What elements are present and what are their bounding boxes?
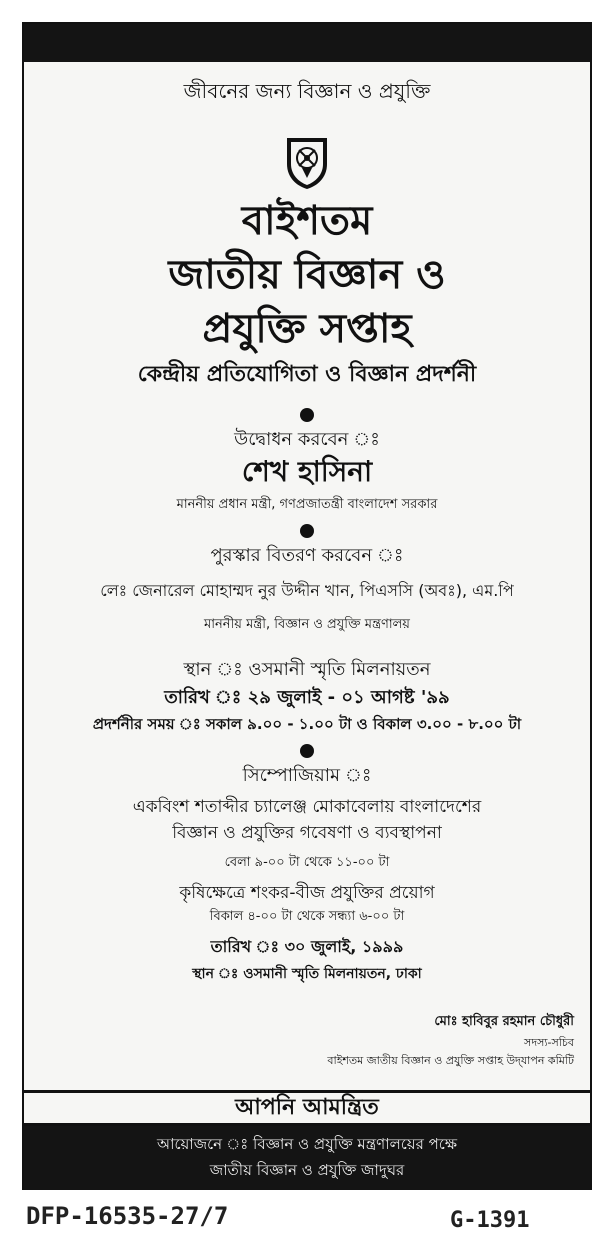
prize-giver-designation: মাননীয় মন্ত্রী, বিজ্ঞান ও প্রযুক্তি মন্ত্রণালয়	[204, 617, 410, 632]
bullet	[300, 744, 314, 758]
symposium-topic-1-line-1: একবিংশ শতাব্দীর চ্যালেঞ্জ মোকাবেলায় বাংলাদেশের	[132, 797, 482, 817]
bullet	[300, 408, 314, 422]
committee-name: বাইশতম জাতীয় বিজ্ঞান ও প্রযুক্তি সপ্তাহ উদ্‌যাপন কমিটি	[327, 1054, 574, 1067]
inaugurator-designation: মাননীয় প্রধান মন্ত্রী, গণপ্রজাতন্ত্রী বাংলাদেশ সরকার	[176, 497, 438, 512]
symposium-topic-2: কৃষিক্ষেত্রে শংকর-বীজ প্রযুক্তির প্রয়োগ	[179, 883, 435, 903]
symposium-topic-2-time: বিকাল ৪-০০ টা থেকে সন্ধ্যা ৬-০০ টা	[209, 909, 405, 924]
prize-giver-name: লেঃ জেনারেল মোহাম্মদ নুর উদ্দীন খান, পিএসসি (অবঃ), এম.পি	[100, 581, 514, 600]
handwritten-reference-right: G-1391	[450, 1208, 530, 1233]
bullet	[300, 524, 314, 538]
event-date: তারিখ ঃ ২৯ জুলাই - ০১ আগষ্ট '৯৯	[164, 687, 450, 708]
signatory-name: মোঃ হাবিবুর রহমান চৌধুরী	[434, 1014, 574, 1029]
organizer-footer	[24, 1126, 590, 1190]
title-line-3: প্রযুক্তি সপ্তাহ	[202, 306, 412, 352]
invitation-text: আপনি আমন্ত্রিত	[235, 1095, 379, 1120]
exhibition-time: প্রদর্শনীর সময় ঃ সকাল ৯.০০ - ১.০০ টা ও বিকাল ৩.০০ - ৮.০০ টা	[92, 715, 522, 733]
inaugurator-name: শেখ হাসিনা	[241, 455, 373, 488]
title-line-1: বাইশতম	[241, 198, 373, 244]
prize-label: পুরস্কার বিতরণ করবেন ঃ	[210, 545, 404, 566]
ad-body	[24, 62, 590, 1092]
organizer-line-1: আয়োজনে ঃ বিজ্ঞান ও প্রযুক্তি মন্ত্রণালয়ের পক্ষে	[156, 1135, 457, 1153]
symposium-date: তারিখ ঃ ৩০ জুলাই, ১৯৯৯	[210, 937, 404, 956]
slogan: জীবনের জন্য বিজ্ঞান ও প্রযুক্তি	[183, 79, 431, 103]
symposium-topic-1-time: বেলা ৯-০০ টা থেকে ১১-০০ টা	[224, 855, 390, 870]
subtitle: কেন্দ্রীয় প্রতিযোগিতা ও বিজ্ঞান প্রদর্শনী	[137, 362, 477, 387]
top-black-bar	[24, 24, 590, 62]
event-venue: স্থান ঃ ওসমানী স্মৃতি মিলনায়তন	[183, 659, 431, 680]
handwritten-reference-left: DFP-16535-27/7	[26, 1202, 229, 1230]
symposium-label: সিম্পোজিয়াম ঃ	[242, 765, 372, 786]
advertisement	[22, 22, 592, 1190]
symposium-topic-1-line-2: বিজ্ঞান ও প্রযুক্তির গবেষণা ও ব্যবস্থাপনা	[172, 823, 442, 843]
signatory-role: সদস্য-সচিব	[524, 1036, 574, 1049]
organizer-line-2: জাতীয় বিজ্ঞান ও প্রযুক্তি জাদুঘর	[209, 1161, 405, 1179]
symposium-venue: স্থান ঃ ওসমানী স্মৃতি মিলনায়তন, ঢাকা	[192, 966, 422, 982]
inauguration-label: উদ্বোধন করবেন ঃ	[234, 429, 380, 450]
title-line-2: জাতীয় বিজ্ঞান ও	[168, 252, 446, 298]
emblem-icon	[282, 134, 332, 190]
invitation-box	[24, 1090, 590, 1126]
